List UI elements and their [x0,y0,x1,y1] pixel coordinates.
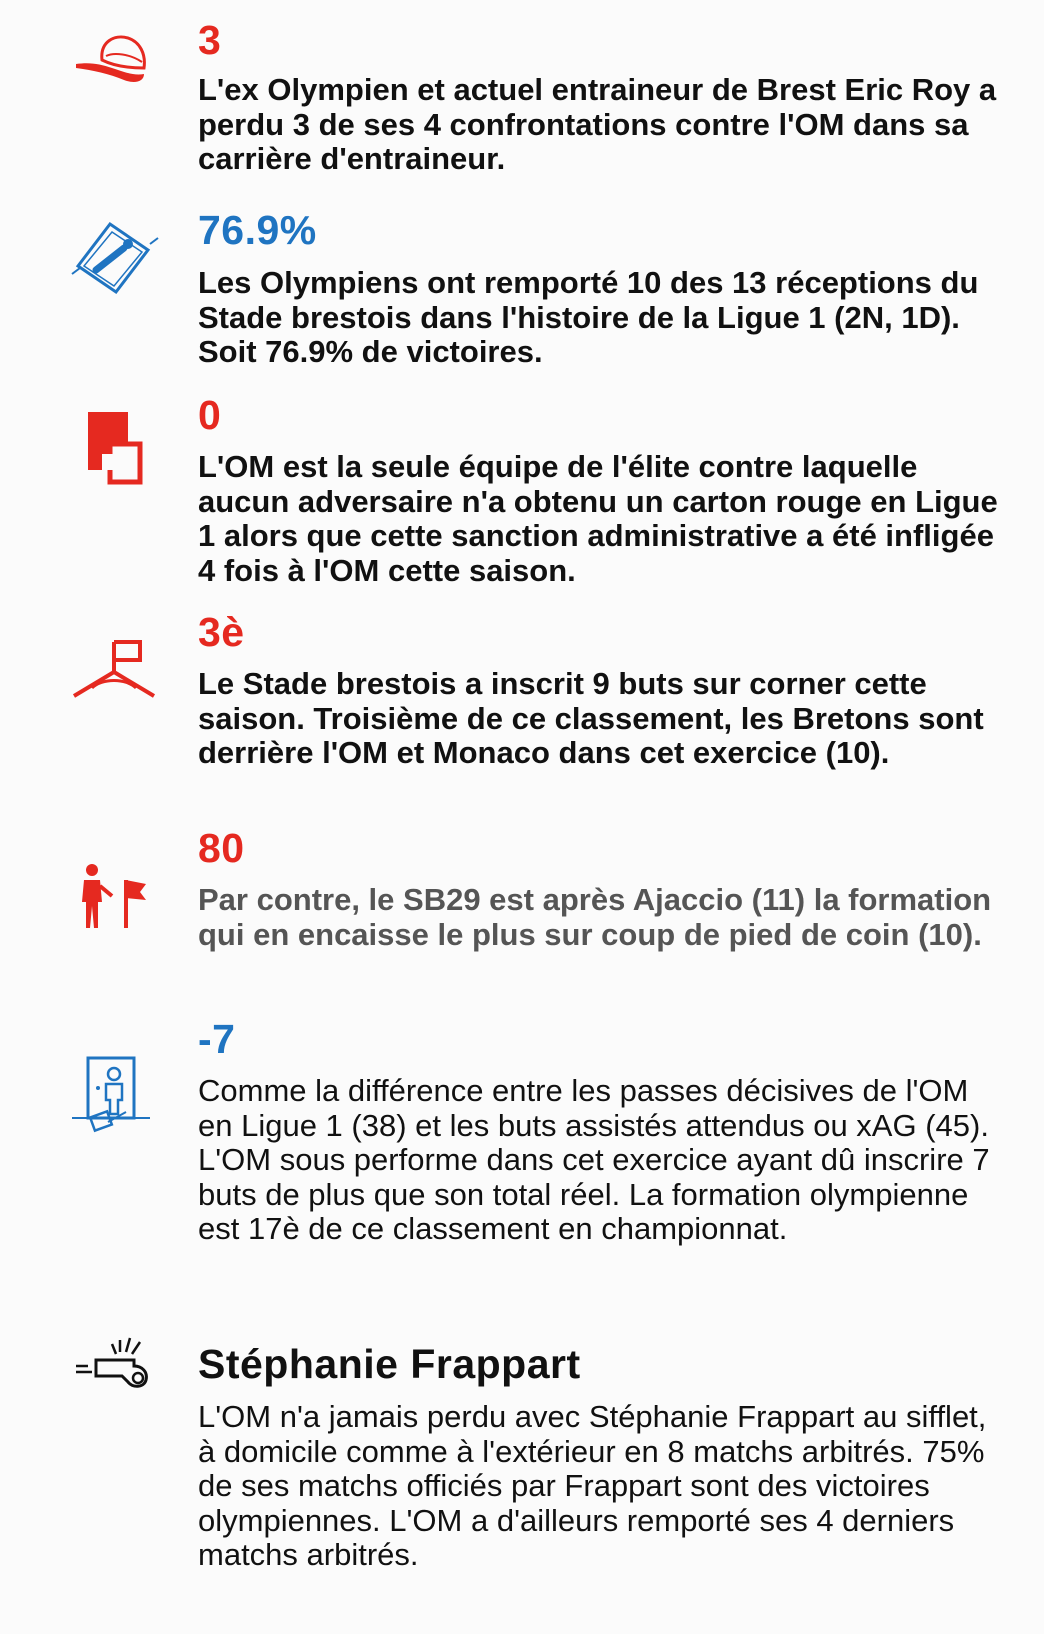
whistle-icon [70,1332,160,1422]
stat-figure: -7 [198,1016,236,1062]
stat-figure: 80 [198,825,245,871]
cap-icon [70,12,160,102]
stat-figure: 3 [198,17,222,63]
stat-figure: Stéphanie Frappart [198,1341,581,1387]
corner-flag-icon [70,630,160,720]
stat-figure: 3è [198,609,245,655]
stat-figure: 0 [198,392,222,438]
hammock-icon [70,214,160,304]
stat-description: Par contre, le SB29 est après Ajaccio (11) la formation qui en encaisse le plus sur coup de pied de coin (10). [198,882,992,952]
stat-figure: 76.9% [198,207,317,253]
red-card-icon [70,404,160,494]
stat-description: Le Stade brestois a inscrit 9 buts sur corner cette saison. Troisième de ce classement, les Bretons sont derrière l'OM et Monaco dans cet exercice (10). [198,666,984,770]
stat-description: L'OM n'a jamais perdu avec Stéphanie Frappart au sifflet, à domicile comme à l'extérieur en 8 matchs arbitrés. 75% de ses matchs officiés par Frappart sont des victoires olympiennes. L'OM a d'ailleurs remporté ses 4 derniers matchs arbitrés. [198,1399,987,1572]
stat-description: Les Olympiens ont remporté 10 des 13 réceptions du Stade brestois dans l'histoire de la Ligue 1 (2N, 1D). Soit 76.9% de victoires. [198,265,979,369]
stat-description: L'ex Olympien et actuel entraineur de Brest Eric Roy a perdu 3 de ses 4 confrontations contre l'OM dans sa carrière d'entraineur. [198,72,997,176]
linesman-flag-icon [70,858,160,948]
stat-description: L'OM est la seule équipe de l'élite contre laquelle aucun adversaire n'a obtenu un carton rouge en Ligue 1 alors que cette sanction administrative a été infligée 4 fois à l'OM cette saison. [198,449,998,588]
stat-description: Comme la différence entre les passes décisives de l'OM en Ligue 1 (38) et les buts assistés attendus ou xAG (45). L'OM sous performe dans cet exercice ayant dû inscrire 7 buts de plus que son total réel. La formation olympienne est 17è de ce classement en championnat. [198,1073,990,1246]
assist-door-icon [70,1052,160,1142]
